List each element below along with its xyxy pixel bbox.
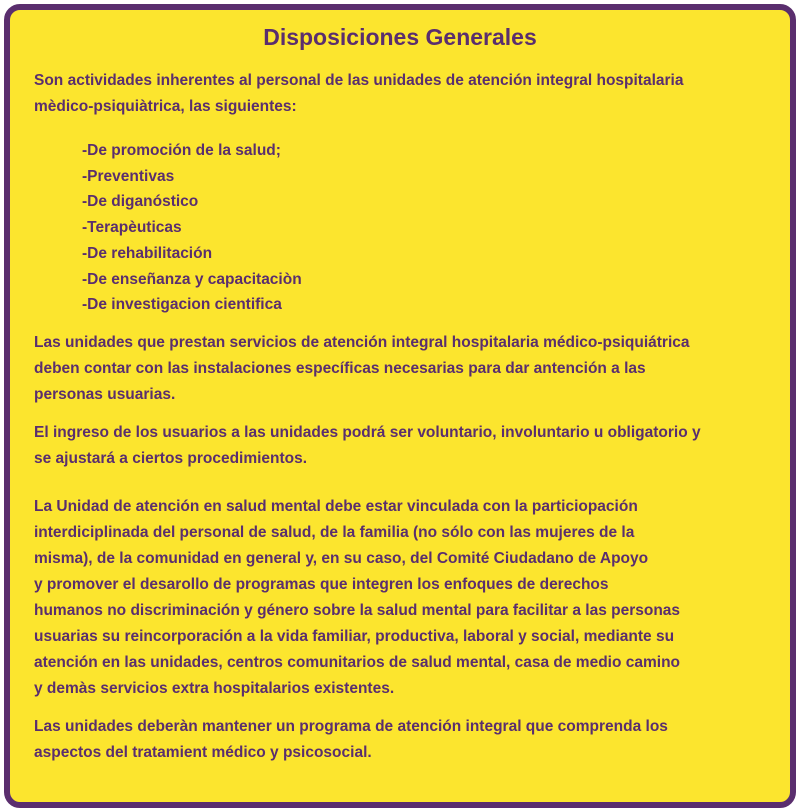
unit-line: y demàs servicios extra hospitalarios existentes. xyxy=(34,680,395,697)
intro-paragraph xyxy=(34,68,778,120)
unit-line: y promover el desarollo de programas que integren los enfoques de derechos xyxy=(34,576,609,593)
facilities-paragraph xyxy=(34,330,778,408)
admission-line: El ingreso de los usuarios a las unidades podrá ser voluntario, involuntario u obligatorio y xyxy=(34,424,701,441)
activity-item: -De enseñanza y capacitaciòn xyxy=(82,270,302,288)
intro-line: Son actividades inherentes al personal de las unidades de atención integral hospitalaria xyxy=(34,72,684,89)
admission-paragraph xyxy=(34,420,778,472)
activity-item: -Terapèuticas xyxy=(82,219,182,237)
document-title: Disposiciones Generales xyxy=(263,24,537,50)
activity-item: -De promoción de la salud; xyxy=(82,142,281,159)
admission-line: se ajustará a ciertos procedimientos. xyxy=(34,450,308,467)
unit-paragraph xyxy=(34,494,778,702)
activity-item: -De diganóstico xyxy=(82,193,199,211)
activity-item: -De investigacion cientifica xyxy=(82,296,282,314)
activity-item: -De rehabilitación xyxy=(82,244,213,262)
intro-line: mèdico-psiquiàtrica, las siguientes: xyxy=(34,98,297,115)
unit-line: humanos no discriminación y género sobre la salud mental para facilitar a las personas xyxy=(34,602,681,619)
unit-line: atención en las unidades, centros comunitarios de salud mental, casa de medio camino xyxy=(34,654,681,671)
unit-line: interdiciplinada del personal de salud, de la familia (no sólo con las mujeres de la xyxy=(34,524,635,541)
unit-line: usuarias su reincorporación a la vida familiar, productiva, laboral y social, mediante su xyxy=(34,628,675,645)
document-card xyxy=(4,4,796,808)
facilities-line: Las unidades que prestan servicios de atención integral hospitalaria médico-psiquiátrica xyxy=(34,334,690,351)
activities-list xyxy=(82,138,302,318)
unit-line: La Unidad de atención en salud mental debe estar vinculada con la particiopación xyxy=(34,498,638,515)
program-line: Las unidades deberàn mantener un programa de atención integral que comprenda los xyxy=(34,718,668,735)
activity-item: -Preventivas xyxy=(82,167,175,185)
program-paragraph xyxy=(34,714,778,766)
facilities-line: deben contar con las instalaciones específicas necesarias para dar antención a las xyxy=(34,360,646,377)
unit-line: misma), de la comunidad en general y, en su caso, del Comité Ciudadano de Apoyo xyxy=(34,550,649,567)
program-line: aspectos del tratamient médico y psicosocial. xyxy=(34,744,372,761)
facilities-line: personas usuarias. xyxy=(34,386,176,403)
